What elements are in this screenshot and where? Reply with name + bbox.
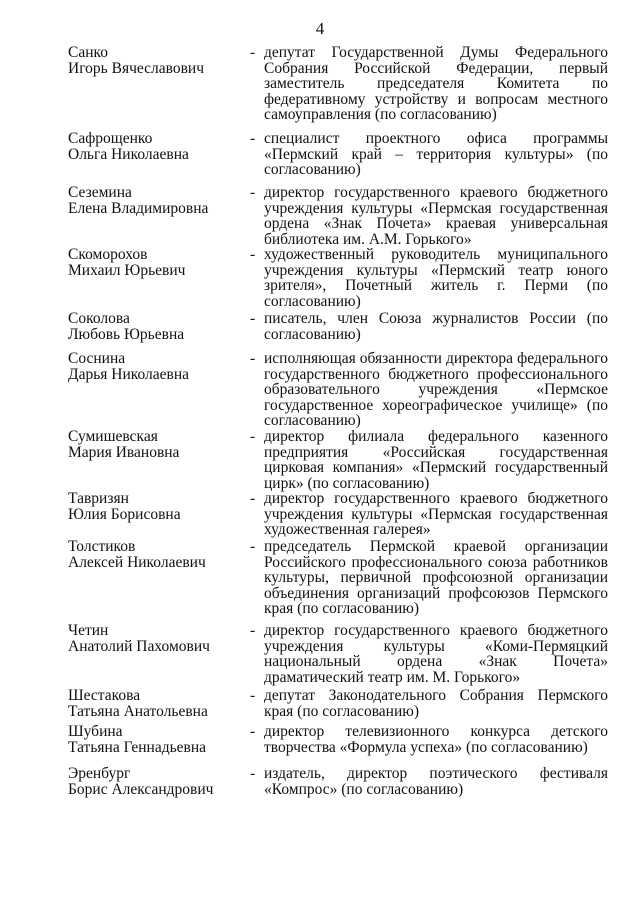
given-names: Татьяна Анатольевна [68, 702, 208, 720]
member-role: исполняющая обязанности директора федерального государственного бюджетного профессионального образовательного учреждения «Пермское государственное хореографическое училище» (по согласованию) [264, 350, 608, 429]
list-item [68, 131, 608, 185]
member-list [68, 45, 608, 806]
surname: Сафрощенко [68, 130, 153, 147]
given-names: Ольга Николаевна [68, 145, 189, 163]
member-name [68, 185, 250, 247]
given-names: Игорь Вячеславович [68, 59, 205, 77]
member-role: директор государственного краевого бюджетного учреждения культуры «Пермская государственная ордена «Знак Почета» краевая универсальная библиотека им. А.М. Горького» [264, 184, 608, 248]
member-role: специалист проектного офиса программы «Пермский край – территория культуры» (по согласованию) [264, 130, 608, 178]
member-name [68, 539, 250, 623]
surname: Эренбург [68, 765, 131, 782]
given-names: Борис Александрович [68, 780, 214, 798]
dash: - [250, 130, 256, 147]
list-item [68, 185, 608, 247]
given-names: Елена Владимировна [68, 199, 209, 217]
given-names: Алексей Николаевич [68, 553, 206, 571]
member-name [68, 131, 250, 185]
dash: - [250, 490, 256, 507]
surname: Шестакова [68, 687, 141, 704]
surname: Санко [68, 44, 109, 61]
member-name [68, 491, 250, 539]
member-role: директор филиала федерального казенного предприятия «Российская государственная цирковая компания» «Пермский государственный цирк» (по согласованию) [264, 428, 608, 492]
member-role: художественный руководитель муниципального учреждения культуры «Пермский театр юного зрителя», Почетный житель г. Перми (по согласованию) [264, 246, 608, 310]
member-name [68, 351, 250, 429]
member-name [68, 247, 250, 311]
surname: Тавризян [68, 490, 129, 507]
member-role: писатель, член Союза журналистов России (по согласованию) [264, 310, 608, 343]
member-role: директор телевизионного конкурса детского творчества «Формула успеха» (по согласованию) [264, 723, 608, 756]
dash: - [250, 44, 256, 61]
dash: - [250, 310, 256, 327]
list-item [68, 724, 608, 766]
list-item [68, 688, 608, 724]
list-item [68, 766, 608, 806]
surname: Четин [68, 622, 109, 639]
dash: - [250, 723, 256, 740]
dash: - [250, 622, 256, 639]
member-role: директор государственного краевого бюджетного учреждения культуры «Коми-Пермяцкий национальный ордена «Знак Почета» драматический театр им. М. Горького» [264, 622, 608, 686]
list-item [68, 491, 608, 539]
dash: - [250, 428, 256, 445]
dash: - [250, 765, 256, 782]
surname: Сеземина [68, 184, 132, 201]
surname: Соколова [68, 310, 130, 327]
given-names: Дарья Николаевна [68, 365, 190, 383]
dash: - [250, 350, 256, 367]
dash: - [250, 246, 256, 263]
given-names: Юлия Борисовна [68, 505, 181, 523]
member-name [68, 766, 250, 806]
list-item [68, 429, 608, 491]
surname: Соснина [68, 350, 126, 367]
member-name [68, 429, 250, 491]
surname: Толстиков [68, 538, 136, 555]
member-role: депутат Государственной Думы Федерального Собрания Российской Федерации, первый заместитель председателя Комитета по федеративному устройству и вопросам местного самоуправления (по согласованию) [264, 44, 608, 123]
surname: Скоморохов [68, 246, 148, 263]
list-item [68, 311, 608, 351]
member-name [68, 688, 250, 724]
member-role: директор государственного краевого бюджетного учреждения культуры «Пермская государственная художественная галерея» [264, 490, 608, 538]
dash: - [250, 687, 256, 704]
dash: - [250, 538, 256, 555]
given-names: Анатолий Пахомович [68, 637, 210, 655]
dash: - [250, 184, 256, 201]
member-name [68, 45, 250, 131]
member-role: депутат Законодательного Собрания Пермского края (по согласованию) [264, 687, 608, 720]
list-item [68, 351, 608, 429]
member-name [68, 724, 250, 766]
list-item [68, 539, 608, 623]
member-name [68, 311, 250, 351]
given-names: Мария Ивановна [68, 443, 180, 461]
member-role: председатель Пермской краевой организации Российского профессионального союза работников культуры, первичной профсоюзной организации объединения организаций профсоюзов Пермского края (по согласованию) [264, 538, 608, 617]
page-number: 4 [315, 19, 325, 38]
member-role: издатель, директор поэтического фестиваля «Компрос» (по согласованию) [264, 765, 608, 798]
list-item [68, 45, 608, 131]
given-names: Михаил Юрьевич [68, 261, 186, 279]
list-item [68, 247, 608, 311]
given-names: Любовь Юрьевна [68, 325, 185, 343]
surname: Сумишевская [68, 428, 158, 445]
list-item [68, 623, 608, 688]
surname: Шубина [68, 723, 123, 740]
given-names: Татьяна Геннадьевна [68, 738, 207, 756]
member-name [68, 623, 250, 688]
